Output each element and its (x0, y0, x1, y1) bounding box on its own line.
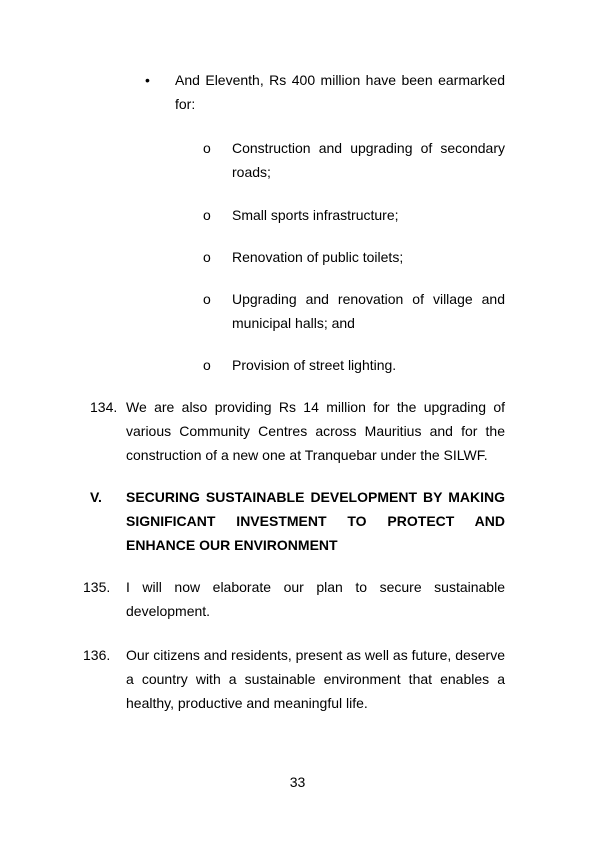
paragraph-134-line-2: various Community Centres across Mauritius and for the (126, 423, 505, 439)
paragraph-number: 136. (83, 647, 111, 663)
paragraph-136-line-3: healthy, productive and meaningful life. (126, 695, 368, 711)
section-heading-line-2: SIGNIFICANT INVESTMENT TO PROTECT AND (126, 513, 505, 529)
sub-item-marker: o (203, 207, 211, 223)
bullet-marker: • (145, 72, 150, 88)
bullet-line-2: for: (175, 96, 196, 112)
sub-item-1-line-2: roads; (232, 164, 271, 180)
section-heading-line-1: SECURING SUSTAINABLE DEVELOPMENT BY MAKING (126, 489, 505, 505)
sub-item-marker: o (203, 291, 211, 307)
sub-item-marker: o (203, 140, 211, 156)
paragraph-136-line-1: Our citizens and residents, present as well as future, deserve (126, 647, 505, 663)
paragraph-136-line-2: a country with a sustainable environment that enables a (126, 671, 505, 687)
section-number: V. (90, 489, 102, 505)
paragraph-number: 135. (83, 579, 111, 595)
page-number: 33 (289, 774, 306, 790)
paragraph-134-line-1: We are also providing Rs 14 million for the upgrading of (126, 399, 505, 415)
bullet-line-1: And Eleventh, Rs 400 million have been earmarked (175, 72, 505, 88)
sub-item-marker: o (203, 357, 211, 373)
sub-item-2-line-1: Small sports infrastructure; (232, 207, 399, 223)
paragraph-number: 134. (90, 399, 118, 415)
sub-item-marker: o (203, 249, 211, 265)
section-heading-line-3: ENHANCE OUR ENVIRONMENT (126, 537, 338, 553)
paragraph-135-line-2: development. (126, 603, 211, 619)
sub-item-4-line-1: Upgrading and renovation of village and (232, 291, 505, 307)
sub-item-1-line-1: Construction and upgrading of secondary (232, 140, 505, 156)
sub-item-4-line-2: municipal halls; and (232, 315, 355, 331)
sub-item-3-line-1: Renovation of public toilets; (232, 249, 404, 265)
paragraph-135-line-1: I will now elaborate our plan to secure sustainable (126, 579, 505, 595)
sub-item-5-line-1: Provision of street lighting. (232, 357, 397, 373)
paragraph-134-line-3: construction of a new one at Tranquebar under the SILWF. (126, 447, 488, 463)
